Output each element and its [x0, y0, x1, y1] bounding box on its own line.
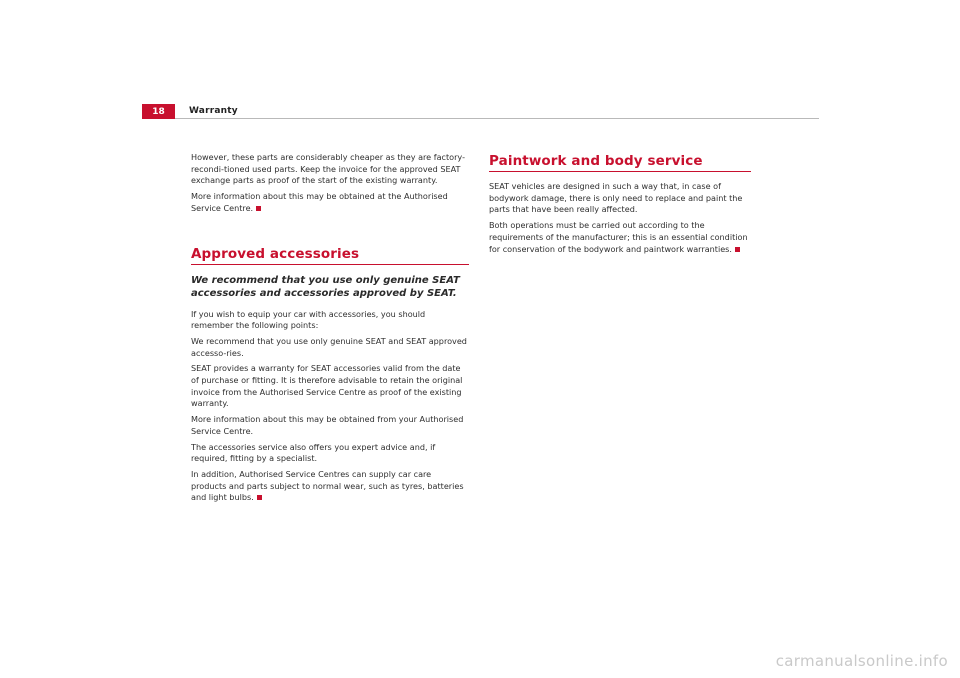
section-end-marker: [735, 247, 740, 252]
paragraph: SEAT vehicles are designed in such a way that, in case of bodywork damage, there is only need to replace and paint the parts that have been really affected.: [489, 181, 743, 215]
section-heading-approved-accessories: Approved accessories: [191, 246, 469, 265]
paragraph: However, these parts are considerably cheaper as they are factory-recondi-tioned used parts. Keep the invoice for the approved SEAT exchange parts as proof of the start of the existing warranty.: [191, 152, 466, 186]
watermark: carmanualsonline.info: [775, 652, 948, 670]
section-end-marker: [256, 206, 261, 211]
paragraph: More information about this may be obtained at the Authorised Service Centre.: [191, 191, 448, 213]
page-number-badge: 18: [142, 104, 175, 119]
section-lead: We recommend that you use only genuine SEAT accessories and accessories approved by SEAT.: [191, 274, 460, 300]
paragraph: The accessories service also offers you expert advice and, if required, fitting by a specialist.: [191, 441, 436, 464]
paragraph: SEAT provides a warranty for SEAT accessories valid from the date of purchase or fitting. It is therefore advisable to retain the original invoice from the Authorised Service Centre as proof of the existing warranty.: [191, 363, 463, 409]
section-heading-paintwork: Paintwork and body service: [489, 153, 751, 172]
running-title: Warranty: [189, 106, 238, 116]
paragraph: In addition, Authorised Service Centres can supply car care products and parts subject to normal wear, such as tyres, batteries and light bulbs.: [191, 468, 464, 503]
left-column: [191, 152, 469, 508]
paragraph: We recommend that you use only genuine SEAT and SEAT approved accesso-ries.: [191, 335, 467, 358]
section-end-marker: [257, 495, 262, 500]
header-rule: [175, 118, 819, 119]
right-column: [489, 153, 751, 259]
paragraph: Both operations must be carried out according to the requirements of the manufacturer; this is an essential condition for conservation of the bodywork and paintwork warranties.: [489, 220, 748, 254]
paragraph: If you wish to equip your car with accessories, you should remember the following points:: [191, 308, 426, 331]
paragraph: More information about this may be obtained from your Authorised Service Centre.: [191, 414, 464, 436]
